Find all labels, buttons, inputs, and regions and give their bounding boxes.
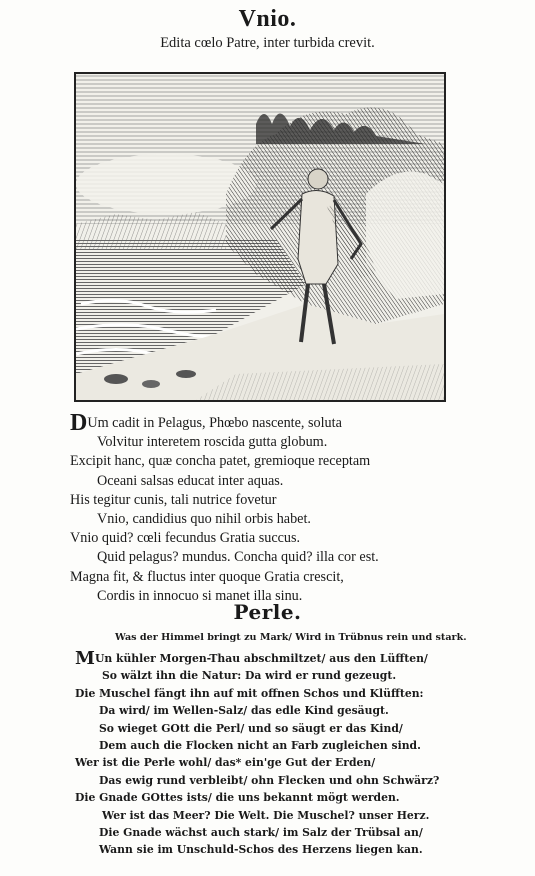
latin-poem bbox=[70, 410, 490, 606]
dropcap: M bbox=[75, 648, 95, 669]
german-line: Die Gnade GOttes ists/ die uns bekannt mögt werden. bbox=[75, 791, 400, 805]
page-title: Vnio. bbox=[238, 6, 297, 32]
latin-line: Vnio, candidius quo nihil orbis habet. bbox=[97, 511, 311, 528]
german-subtitle: Was der Himmel bringt zu Mark/ Wird in Trübnus rein und stark. bbox=[115, 632, 467, 643]
german-line: Das ewig rund verbleibt/ ohn Flecken und ohn Schwärz? bbox=[99, 773, 440, 787]
shell bbox=[104, 374, 128, 384]
german-line: Da wird/ im Wellen-Salz/ das edle Kind gesäugt. bbox=[99, 704, 389, 718]
german-title: Perle. bbox=[233, 600, 302, 624]
german-line: Die Muschel fängt ihn auf mit offnen Schos und Klüfften: bbox=[75, 686, 424, 700]
latin-line: Oceani salsas educat inter aquas. bbox=[97, 472, 284, 489]
german-line-text: Un kühler Morgen-Thau abschmiltzet/ aus den Lüfften/ bbox=[94, 652, 428, 665]
german-line: Dem auch die Flocken nicht an Farb zugleichen sind. bbox=[99, 739, 421, 753]
latin-line-text: Um cadit in Pelagus, Phœbo nascente, soluta bbox=[87, 415, 342, 431]
latin-line bbox=[70, 410, 490, 436]
engraving-illustration bbox=[74, 72, 446, 402]
german-line: Wann sie im Unschuld-Schos des Herzens liegen kan. bbox=[99, 843, 423, 857]
german-line bbox=[75, 650, 515, 667]
german-line: So wälzt ihn die Natur: Da wird er rund gezeugt. bbox=[102, 669, 397, 683]
shell bbox=[176, 370, 196, 378]
latin-line: Quid pelagus? mundus. Concha quid? illa cor est. bbox=[97, 549, 379, 566]
latin-line: Excipit hanc, quæ concha patet, gremioque receptam bbox=[70, 453, 371, 470]
german-poem bbox=[75, 650, 515, 859]
engraving-picture bbox=[76, 74, 444, 400]
latin-line: Cordis in innocuo si manet illa sinu. bbox=[97, 587, 303, 604]
german-line: Wer ist die Perle wohl/ das* ein'ge Gut der Erden/ bbox=[75, 756, 376, 770]
german-line: Die Gnade wächst auch stark/ im Salz der Trübsal an/ bbox=[99, 826, 423, 840]
latin-line: Magna fit, & fluctus inter quoque Gratia crescit, bbox=[70, 568, 344, 585]
latin-line: Volvitur interetem roscida gutta globum. bbox=[97, 434, 328, 451]
motto: Edita cœlo Patre, inter turbida crevit. bbox=[160, 35, 375, 51]
german-line: Wer ist das Meer? Die Welt. Die Muschel? unser Herz. bbox=[102, 808, 430, 822]
shell bbox=[142, 380, 160, 388]
dropcap: D bbox=[70, 410, 88, 436]
german-line: So wieget GOtt die Perl/ und so säugt er das Kind/ bbox=[99, 721, 403, 735]
latin-line: Vnio quid? cœli fecundus Gratia succus. bbox=[70, 530, 301, 547]
latin-line: His tegitur cunis, tali nutrice fovetur bbox=[70, 491, 277, 508]
